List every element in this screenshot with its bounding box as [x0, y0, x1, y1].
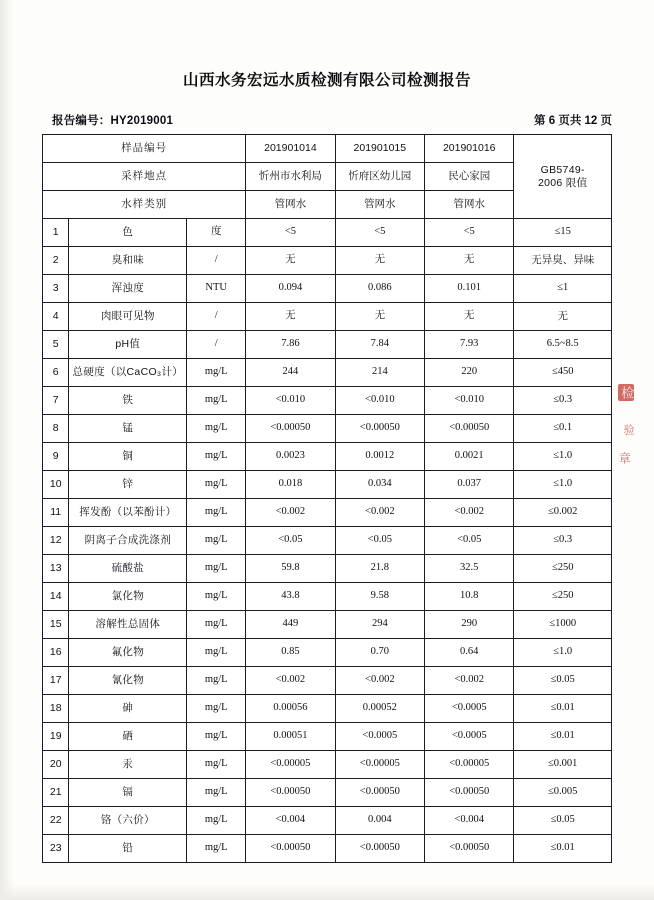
row-value-sample-3: <0.0005 [425, 695, 514, 723]
table-row [43, 723, 612, 751]
row-value-sample-3: 0.64 [425, 639, 514, 667]
row-index: 14 [43, 583, 69, 611]
row-unit: mg/L [187, 583, 246, 611]
row-index: 23 [43, 835, 69, 863]
row-index: 22 [43, 807, 69, 835]
row-parameter-name: 浑浊度 [69, 275, 187, 303]
row-value-sample-2: 21.8 [335, 555, 424, 583]
row-parameter-name: 汞 [69, 751, 187, 779]
row-unit: mg/L [187, 695, 246, 723]
table-row [43, 779, 612, 807]
row-value-sample-2: 0.004 [335, 807, 424, 835]
header-label-site: 采样地点 [43, 163, 246, 191]
row-limit: ≤1.0 [514, 471, 612, 499]
row-parameter-name: 锰 [69, 415, 187, 443]
row-index: 3 [43, 275, 69, 303]
sample-no-2: 201901015 [335, 135, 424, 163]
row-value-sample-2: <0.05 [335, 527, 424, 555]
row-value-sample-1: <0.004 [246, 807, 335, 835]
row-value-sample-3: 0.101 [425, 275, 514, 303]
table-row [43, 443, 612, 471]
row-value-sample-1: 59.8 [246, 555, 335, 583]
row-value-sample-2: <0.00050 [335, 835, 424, 863]
row-unit: / [187, 331, 246, 359]
row-unit: mg/L [187, 667, 246, 695]
row-value-sample-3: <0.05 [425, 527, 514, 555]
row-index: 9 [43, 443, 69, 471]
row-value-sample-2: <0.002 [335, 667, 424, 695]
row-unit: mg/L [187, 835, 246, 863]
row-value-sample-2: <0.010 [335, 387, 424, 415]
row-parameter-name: 铅 [69, 835, 187, 863]
row-parameter-name: 总硬度（以CaCO₃计） [69, 359, 187, 387]
row-index: 15 [43, 611, 69, 639]
row-index: 12 [43, 527, 69, 555]
row-limit: ≤0.01 [514, 835, 612, 863]
row-limit: ≤15 [514, 219, 612, 247]
limit-standard-header [514, 135, 612, 219]
row-value-sample-1: 0.018 [246, 471, 335, 499]
table-row [43, 247, 612, 275]
row-value-sample-2: 0.0012 [335, 443, 424, 471]
row-index: 6 [43, 359, 69, 387]
row-parameter-name: 镉 [69, 779, 187, 807]
row-index: 2 [43, 247, 69, 275]
row-value-sample-2: 0.086 [335, 275, 424, 303]
inspection-stamp [612, 380, 646, 490]
row-unit: mg/L [187, 471, 246, 499]
row-value-sample-1: <0.002 [246, 667, 335, 695]
row-value-sample-3: <0.002 [425, 667, 514, 695]
row-value-sample-1: <0.00050 [246, 779, 335, 807]
row-unit: / [187, 247, 246, 275]
row-value-sample-1: 0.094 [246, 275, 335, 303]
row-index: 19 [43, 723, 69, 751]
row-limit: ≤0.001 [514, 751, 612, 779]
row-value-sample-1: <0.00005 [246, 751, 335, 779]
row-value-sample-2: <0.002 [335, 499, 424, 527]
row-value-sample-2: <0.00050 [335, 415, 424, 443]
row-value-sample-2: 0.70 [335, 639, 424, 667]
row-value-sample-1: 244 [246, 359, 335, 387]
row-limit: ≤1.0 [514, 639, 612, 667]
row-parameter-name: 硫酸盐 [69, 555, 187, 583]
row-value-sample-3: 32.5 [425, 555, 514, 583]
row-value-sample-3: <0.004 [425, 807, 514, 835]
row-parameter-name: pH值 [69, 331, 187, 359]
row-value-sample-3: 220 [425, 359, 514, 387]
row-value-sample-2: 214 [335, 359, 424, 387]
row-unit: mg/L [187, 555, 246, 583]
row-index: 16 [43, 639, 69, 667]
table-row [43, 639, 612, 667]
row-value-sample-2: <5 [335, 219, 424, 247]
row-parameter-name: 氟化物 [69, 639, 187, 667]
row-value-sample-2: 7.84 [335, 331, 424, 359]
header-label-sample-no: 样品编号 [43, 135, 246, 163]
row-unit: mg/L [187, 499, 246, 527]
row-parameter-name: 锌 [69, 471, 187, 499]
row-value-sample-1: 无 [246, 247, 335, 275]
table-row [43, 359, 612, 387]
row-value-sample-2: 无 [335, 247, 424, 275]
table-row [43, 415, 612, 443]
table-header-sample-no [43, 135, 612, 163]
row-value-sample-1: <0.002 [246, 499, 335, 527]
row-unit: mg/L [187, 611, 246, 639]
row-value-sample-2: <0.0005 [335, 723, 424, 751]
row-parameter-name: 挥发酚（以苯酚计） [69, 499, 187, 527]
row-value-sample-2: <0.00005 [335, 751, 424, 779]
site-2: 忻府区幼儿园 [335, 163, 424, 191]
water-type-3: 管网水 [425, 191, 514, 219]
row-parameter-name: 臭和味 [69, 247, 187, 275]
water-type-1: 管网水 [246, 191, 335, 219]
row-limit: ≤250 [514, 555, 612, 583]
row-value-sample-3: 7.93 [425, 331, 514, 359]
row-value-sample-1: 7.86 [246, 331, 335, 359]
row-value-sample-3: <0.00005 [425, 751, 514, 779]
row-value-sample-3: <0.00050 [425, 779, 514, 807]
row-value-sample-3: <0.00050 [425, 415, 514, 443]
row-index: 21 [43, 779, 69, 807]
row-parameter-name: 肉眼可见物 [69, 303, 187, 331]
table-row [43, 471, 612, 499]
row-value-sample-3: <0.010 [425, 387, 514, 415]
row-limit: ≤0.05 [514, 807, 612, 835]
water-type-2: 管网水 [335, 191, 424, 219]
row-value-sample-3: 无 [425, 247, 514, 275]
row-unit: mg/L [187, 359, 246, 387]
row-parameter-name: 色 [69, 219, 187, 247]
row-limit: ≤0.1 [514, 415, 612, 443]
row-limit: ≤0.05 [514, 667, 612, 695]
row-value-sample-2: 0.034 [335, 471, 424, 499]
limit-standard-line2: 2006 限值 [538, 176, 588, 189]
table-row [43, 275, 612, 303]
table-row [43, 695, 612, 723]
row-value-sample-3: <5 [425, 219, 514, 247]
row-index: 10 [43, 471, 69, 499]
row-index: 4 [43, 303, 69, 331]
table-row [43, 527, 612, 555]
row-limit: ≤0.002 [514, 499, 612, 527]
table-row [43, 835, 612, 863]
row-unit: mg/L [187, 751, 246, 779]
row-index: 20 [43, 751, 69, 779]
row-value-sample-3: 0.0021 [425, 443, 514, 471]
report-number: 报告编号：HY2019001 [52, 115, 174, 127]
row-unit: mg/L [187, 807, 246, 835]
row-index: 1 [43, 219, 69, 247]
stamp-line-1: 检 [619, 386, 635, 399]
row-value-sample-1: 449 [246, 611, 335, 639]
header-label-water-type: 水样类别 [43, 191, 246, 219]
row-limit: ≤1.0 [514, 443, 612, 471]
row-limit: 无异臭、异味 [514, 247, 612, 275]
row-value-sample-3: <0.0005 [425, 723, 514, 751]
table-row [43, 751, 612, 779]
row-parameter-name: 硒 [69, 723, 187, 751]
row-limit: ≤1000 [514, 611, 612, 639]
row-value-sample-3: 290 [425, 611, 514, 639]
row-value-sample-2: 无 [335, 303, 424, 331]
paper-edge-bottom [0, 884, 654, 900]
table-row [43, 219, 612, 247]
row-unit: mg/L [187, 443, 246, 471]
row-parameter-name: 氯化物 [69, 583, 187, 611]
row-value-sample-1: <0.05 [246, 527, 335, 555]
table-row [43, 387, 612, 415]
sample-no-1: 201901014 [246, 135, 335, 163]
row-value-sample-3: 0.037 [425, 471, 514, 499]
paper-edge-left [0, 0, 14, 900]
row-unit: mg/L [187, 779, 246, 807]
row-value-sample-2: <0.00050 [335, 779, 424, 807]
row-limit: ≤0.3 [514, 387, 612, 415]
row-limit: 无 [514, 303, 612, 331]
row-value-sample-3: 无 [425, 303, 514, 331]
row-value-sample-3: <0.00050 [425, 835, 514, 863]
table-row [43, 303, 612, 331]
row-value-sample-1: 无 [246, 303, 335, 331]
row-value-sample-1: <0.00050 [246, 835, 335, 863]
row-index: 17 [43, 667, 69, 695]
row-limit: ≤1 [514, 275, 612, 303]
row-parameter-name: 铜 [69, 443, 187, 471]
stamp-line-2: 验 [622, 424, 635, 435]
row-limit: ≤0.01 [514, 723, 612, 751]
table-row [43, 667, 612, 695]
report-meta [52, 112, 612, 128]
site-3: 民心家园 [425, 163, 514, 191]
row-index: 11 [43, 499, 69, 527]
row-value-sample-3: 10.8 [425, 583, 514, 611]
row-value-sample-1: 43.8 [246, 583, 335, 611]
sample-no-3: 201901016 [425, 135, 514, 163]
row-unit: mg/L [187, 387, 246, 415]
table-row [43, 555, 612, 583]
row-unit: mg/L [187, 527, 246, 555]
row-parameter-name: 阴离子合成洗涤剂 [69, 527, 187, 555]
row-unit: / [187, 303, 246, 331]
table-row [43, 611, 612, 639]
row-parameter-name: 铁 [69, 387, 187, 415]
row-limit: ≤0.01 [514, 695, 612, 723]
table-row [43, 807, 612, 835]
row-limit: ≤0.3 [514, 527, 612, 555]
row-parameter-name: 溶解性总固体 [69, 611, 187, 639]
row-index: 7 [43, 387, 69, 415]
limit-standard-line1: GB5749- [540, 164, 585, 177]
row-value-sample-1: <5 [246, 219, 335, 247]
row-index: 18 [43, 695, 69, 723]
row-parameter-name: 氰化物 [69, 667, 187, 695]
row-unit: 度 [187, 219, 246, 247]
row-unit: mg/L [187, 415, 246, 443]
row-unit: mg/L [187, 639, 246, 667]
site-1: 忻州市水利局 [246, 163, 335, 191]
page-title: 山西水务宏远水质检测有限公司检测报告 [182, 72, 471, 89]
row-value-sample-1: 0.85 [246, 639, 335, 667]
row-value-sample-1: <0.00050 [246, 415, 335, 443]
row-value-sample-2: 0.00052 [335, 695, 424, 723]
table-row [43, 583, 612, 611]
row-unit: mg/L [187, 723, 246, 751]
row-parameter-name: 砷 [69, 695, 187, 723]
stamp-line-3: 章 [617, 452, 632, 464]
table-row [43, 331, 612, 359]
row-value-sample-3: <0.002 [425, 499, 514, 527]
row-value-sample-1: 0.00051 [246, 723, 335, 751]
row-value-sample-2: 294 [335, 611, 424, 639]
row-limit: ≤250 [514, 583, 612, 611]
page-number: 第 6 页共 12 页 [534, 115, 612, 127]
row-limit: ≤450 [514, 359, 612, 387]
row-index: 13 [43, 555, 69, 583]
row-value-sample-1: 0.0023 [246, 443, 335, 471]
row-limit: ≤0.005 [514, 779, 612, 807]
row-index: 5 [43, 331, 69, 359]
row-value-sample-1: 0.00056 [246, 695, 335, 723]
row-value-sample-1: <0.010 [246, 387, 335, 415]
table-row [43, 499, 612, 527]
results-table [42, 134, 612, 863]
row-parameter-name: 铬（六价） [69, 807, 187, 835]
row-index: 8 [43, 415, 69, 443]
row-unit: NTU [187, 275, 246, 303]
row-limit: 6.5~8.5 [514, 331, 612, 359]
row-value-sample-2: 9.58 [335, 583, 424, 611]
